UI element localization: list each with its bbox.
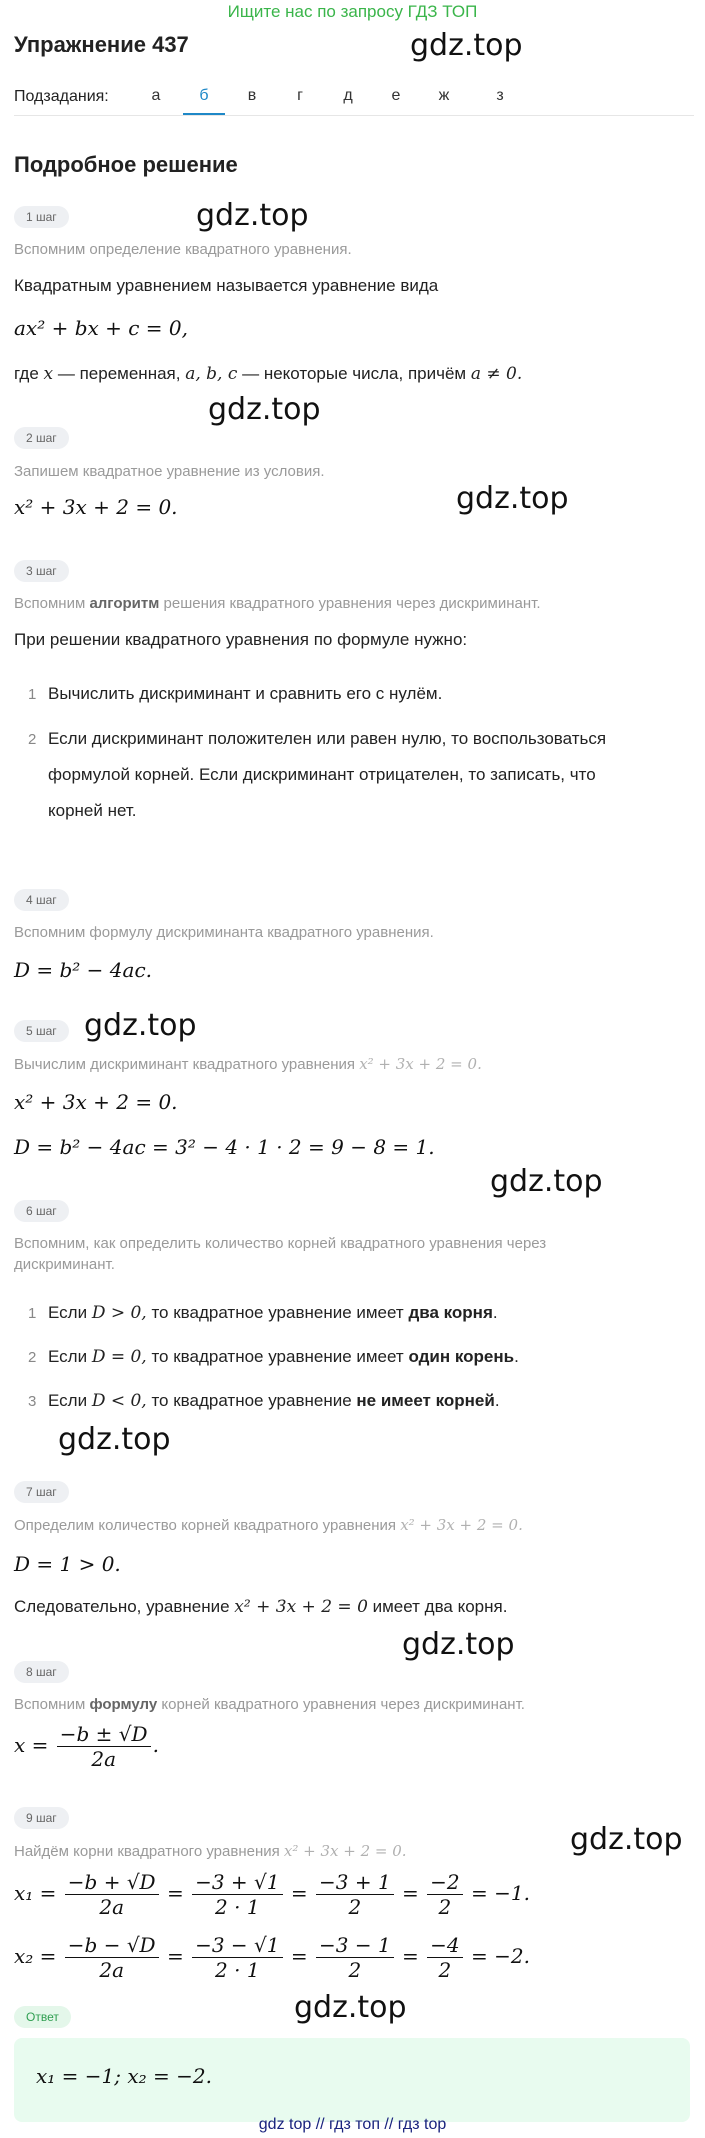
step-4-hint: Вспомним формулу дискриминанта квадратного уравнения.	[14, 924, 434, 941]
watermark: gdz.top	[84, 1008, 197, 1043]
step-6-hint-2: дискриминант.	[14, 1256, 115, 1273]
step-5-formula-1: x² + 3x + 2 = 0.	[14, 1090, 178, 1114]
step-badge-6: 6 шаг	[14, 1200, 69, 1222]
watermark: gdz.top	[410, 28, 523, 63]
tab-z[interactable]: з	[496, 87, 504, 104]
step-badge-7: 7 шаг	[14, 1481, 69, 1503]
tab-g[interactable]: г	[297, 87, 303, 104]
step-6-hint-1: Вспомним, как определить количество корней квадратного уравнения через	[14, 1235, 547, 1252]
answer-formula: x₁ = −1; x₂ = −2.	[36, 2064, 212, 2088]
tab-v[interactable]: в	[247, 87, 257, 104]
step-badge-2: 2 шаг	[14, 427, 69, 449]
watermark: gdz.top	[196, 198, 309, 233]
page-title: Упражнение 437	[14, 32, 189, 57]
step-3-hint: Вспомним алгоритм решения квадратного уравнения через дискриминант.	[14, 595, 541, 612]
step-9-x2: x₂ = $\frac{-b - √D}{2a}$ = $\frac{-3 - √1}{2 \cdot 1}$ = $\frac{-3 - 1}{2}$ = $\frac{-4}{2}$ = −2.	[14, 1933, 530, 1982]
step-5-formula-2: D = b² − 4ac = 3² − 4 · 1 · 2 = 9 − 8 = 1.	[14, 1135, 435, 1159]
answer-badge: Ответ	[14, 2006, 71, 2028]
tab-a[interactable]: а	[151, 87, 161, 104]
step-badge-8: 8 шаг	[14, 1661, 69, 1683]
list-item: 2 Если дискриминант положителен или равен нулю, то воспользоваться	[28, 729, 607, 748]
list-item: 1 Если D > 0, то квадратное уравнение имеет два корня.	[28, 1303, 498, 1323]
step-badge-3: 3 шаг	[14, 560, 69, 582]
list-item: 1 Вычислить дискриминант и сравнить его с нулём.	[28, 684, 443, 703]
tabs-divider	[14, 115, 694, 116]
step-badge-5: 5 шаг	[14, 1020, 69, 1042]
step-5-hint: Вычислим дискриминант квадратного уравнения x² + 3x + 2 = 0.	[14, 1055, 482, 1073]
step-badge-1: 1 шаг	[14, 206, 69, 228]
step-8-hint: Вспомним формулу корней квадратного уравнения через дискриминант.	[14, 1696, 525, 1713]
watermark: gdz.top	[570, 1822, 683, 1857]
watermark: gdz.top	[58, 1422, 171, 1457]
step-9-x1: x₁ = $\frac{-b + √D}{2a}$ = $\frac{-3 + √1}{2 \cdot 1}$ = $\frac{-3 + 1}{2}$ = $\frac{-2}{2}$ = −1.	[14, 1870, 530, 1919]
subtasks-label: Подзадания:	[14, 88, 109, 105]
tab-b[interactable]: б	[199, 87, 209, 104]
list-item: 2 Если D = 0, то квадратное уравнение имеет один корень.	[28, 1347, 519, 1367]
active-tab-indicator	[183, 113, 225, 115]
list-item-cont: корней нет.	[48, 801, 137, 820]
list-item-cont: формулой корней. Если дискриминант отрицателен, то записать, что	[48, 765, 596, 784]
watermark: gdz.top	[456, 481, 569, 516]
step-4-formula: D = b² − 4ac.	[14, 958, 153, 982]
list-item: 3 Если D < 0, то квадратное уравнение не имеет корней.	[28, 1391, 500, 1411]
footer-links[interactable]: gdz top // гдз топ // гдз top	[258, 2116, 447, 2133]
step-1-text: Квадратным уравнением называется уравнение вида	[14, 276, 439, 295]
step-2-hint: Запишем квадратное уравнение из условия.	[14, 463, 325, 480]
step-7-formula: D = 1 > 0.	[14, 1552, 121, 1576]
step-1-text2: где x — переменная, a, b, c — некоторые числа, причём a ≠ 0.	[14, 364, 523, 384]
section-title: Подробное решение	[14, 152, 238, 177]
step-7-hint: Определим количество корней квадратного уравнения x² + 3x + 2 = 0.	[14, 1516, 523, 1534]
watermark: gdz.top	[294, 1990, 407, 2025]
tab-e[interactable]: е	[391, 87, 401, 104]
step-badge-4: 4 шаг	[14, 889, 69, 911]
watermark: gdz.top	[208, 392, 321, 427]
step-2-formula: x² + 3x + 2 = 0.	[14, 495, 178, 519]
top-banner[interactable]: Ищите нас по запросу ГДЗ ТОП	[227, 2, 478, 21]
watermark: gdz.top	[402, 1627, 515, 1662]
step-1-formula: ax² + bx + c = 0,	[14, 316, 189, 340]
watermark: gdz.top	[490, 1164, 603, 1199]
step-7-text: Следовательно, уравнение x² + 3x + 2 = 0 имеет два корня.	[14, 1597, 508, 1617]
step-3-text: При решении квадратного уравнения по формуле нужно:	[14, 630, 468, 649]
tab-d[interactable]: д	[343, 87, 353, 104]
step-badge-9: 9 шаг	[14, 1807, 69, 1829]
step-9-hint: Найдём корни квадратного уравнения x² + 3x + 2 = 0.	[14, 1842, 407, 1860]
step-1-hint: Вспомним определение квадратного уравнения.	[14, 241, 352, 258]
step-8-formula: x = $\frac{-b \pm √D}{2a}$ .	[14, 1722, 159, 1771]
tab-zh[interactable]: ж	[438, 87, 450, 104]
